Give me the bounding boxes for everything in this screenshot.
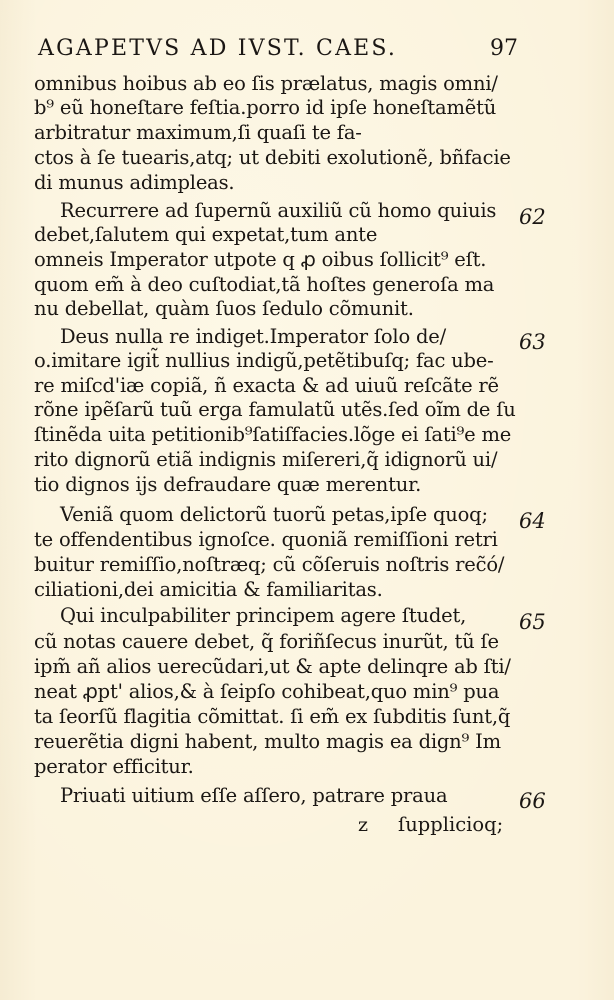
text-line: cũ notas cauere debet, q̃ foriñſecus inurũt, tũ ſe	[34, 630, 499, 653]
marginal-number: 66	[519, 789, 546, 813]
text-line: Qui inculpabiliter principem agere ſtudet,	[60, 604, 467, 627]
text-line: o.imitare igit̃ nullius indigũ,petẽtibuſq; fac ube-	[34, 349, 494, 372]
marginal-number: 64	[519, 509, 546, 533]
text-line: debet,ſalutem qui expetat,tum ante	[34, 223, 378, 246]
text-line: b⁹ eũ honeſtare feſtia.porro id ipſe honeſtamẽtũ	[34, 96, 497, 119]
text-line: rõne ipẽſarũ tuũ erga famulatũ utẽs.ſed oĩm de ſu	[34, 398, 516, 421]
page-number: 97	[490, 36, 518, 61]
text-line: Recurrere ad ſupernũ auxiliũ cũ homo quiuis	[60, 199, 497, 222]
text-line: ctos à ſe tuearis,atq; ut debiti exolutionẽ, bñfacie	[34, 146, 511, 169]
text-line: perator efficitur.	[34, 755, 194, 778]
text-line: te offendentibus ignoſce. quoniã remiſſioni retri	[34, 528, 498, 551]
text-line: re miſcd'iæ copiã, ñ exacta & ad uiuũ reſcãte rẽ	[34, 374, 499, 397]
text-line: rito dignorũ etiã indignis miſereri,q̃ idignorũ ui/	[34, 448, 498, 471]
text-line: Deus nulla re indiget.Imperator ſolo de/	[60, 325, 446, 348]
catchword: ſupplicioq;	[398, 813, 504, 836]
text-line: tio dignos ijs defraudare quæ merentur.	[34, 473, 422, 496]
signature-mark: z	[358, 814, 369, 836]
marginal-number: 62	[519, 205, 546, 229]
text-line: omneis Imperator utpote q ꝓ oibus ſollicit⁹ eſt.	[34, 248, 487, 271]
text-line: di munus adimpleas.	[34, 171, 235, 194]
text-line: arbitratur maximum,ſi quaſi te fa-	[34, 121, 362, 144]
text-line: buitur remiſſio,noſtræq; cũ cõſeruis noſtris rec̃ó/	[34, 553, 505, 576]
text-line: ipm̃ añ alios uerecũdari,ut & apte delinqre ab ſti/	[34, 655, 511, 678]
text-line: ta ſeorſũ flagitia cõmittat. ſi em̃ ex ſubditis ſunt,q̃	[34, 705, 511, 728]
text-line: omnibus hoibus ab eo ſis prælatus, magis omni/	[34, 72, 498, 95]
text-line: nu debellat, quàm ſuos ſedulo cõmunit.	[34, 297, 414, 320]
text-line: neat ꝓpt' alios,& à ſeipſo cohibeat,quo min⁹ pua	[34, 680, 500, 703]
text-line: ſtinẽda uita petitionib⁹ſatiſfacies.lõge ei ſati⁹e me	[34, 423, 512, 446]
running-title: AGAPETVS AD IVST. CAES.	[38, 36, 398, 61]
text-line: quom em̃ à deo cuſtodiat,tã hoſtes generoſa ma	[34, 273, 495, 296]
text-line: Veniã quom delictorũ tuorũ petas,ipſe quoq;	[60, 503, 488, 526]
text-line: Priuati uitium eſſe aſſero, patrare praua	[60, 784, 448, 807]
marginal-number: 63	[519, 330, 546, 354]
text-line: ciliationi,dei amicitia & familiaritas.	[34, 578, 383, 601]
text-line: reuerẽtia digni habent, multo magis ea dign⁹ Im	[34, 730, 501, 753]
marginal-number: 65	[519, 610, 546, 634]
